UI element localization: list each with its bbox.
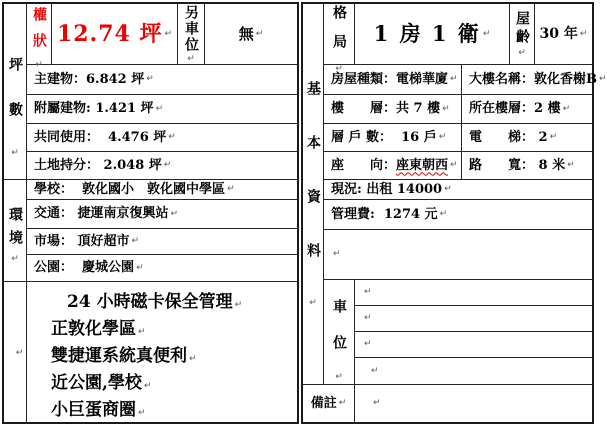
building-name-text: 大樓名稱：敦化香榭B xyxy=(469,71,597,87)
paragraph-mark: ↵ xyxy=(309,297,317,308)
paragraph-mark: ↵ xyxy=(155,103,164,114)
park-row xyxy=(27,255,297,282)
park-text: 公園： 慶城公園 xyxy=(34,260,135,276)
selling-point-text: 雙捷運系統真便利 xyxy=(51,346,187,366)
paragraph-mark: ↵ xyxy=(364,313,372,323)
area-environment-table xyxy=(2,2,299,424)
paragraph-mark: ↵ xyxy=(450,74,458,84)
age-value-cell xyxy=(535,4,592,65)
elevator-cell xyxy=(462,124,592,152)
transport-text: 交通： 捷運南京復興站 xyxy=(34,206,169,222)
transport-row xyxy=(27,200,297,229)
road-width-cell xyxy=(462,152,592,180)
deed-label-cell xyxy=(27,4,52,70)
paragraph-mark: ↵ xyxy=(163,160,172,170)
paragraph-mark: ↵ xyxy=(579,28,588,39)
paragraph-mark: ↵ xyxy=(146,74,154,84)
common-area-row xyxy=(27,124,297,152)
paragraph-mark: ↵ xyxy=(438,132,447,142)
extra-parking-value: 無 xyxy=(238,25,254,43)
paragraph-mark: ↵ xyxy=(136,262,144,273)
land-share-row xyxy=(27,152,297,180)
house-type-text: 房屋種類：電梯華廈 xyxy=(331,71,449,87)
selling-points-cell xyxy=(27,282,297,424)
main-building-row xyxy=(27,65,297,95)
total-floors-text: 樓 層：共 7 樓 xyxy=(331,101,441,117)
paragraph-mark: ↵ xyxy=(439,209,448,219)
bottom-empty-label-cell xyxy=(4,282,27,424)
current-status-cell xyxy=(324,180,592,200)
paragraph-mark: ↵ xyxy=(549,132,558,142)
deed-label-text: 權狀 xyxy=(31,6,47,59)
house-type-cell xyxy=(324,65,462,95)
selling-point-item xyxy=(51,370,151,397)
paragraph-mark: ↵ xyxy=(15,347,24,358)
paragraph-mark: ↵ xyxy=(335,64,343,74)
common-area-text: 共同使用： 4.476 坪 xyxy=(34,129,167,145)
annex-building-text: 附屬建物: 1.421 坪 xyxy=(34,101,154,117)
area-section-label-text: 坪數 xyxy=(7,56,23,147)
section-label-environment xyxy=(4,180,27,282)
layout-value: 1 房 1 衛 xyxy=(373,21,481,47)
notes-label-text: 備註 xyxy=(310,395,337,411)
paragraph-mark: ↵ xyxy=(567,160,575,170)
management-fee-text: 管理費: 1274 元 xyxy=(331,206,438,222)
main-building-text: 主建物：6.842 坪 xyxy=(34,71,145,87)
paragraph-mark: ↵ xyxy=(373,398,381,408)
paragraph-mark: ↵ xyxy=(143,381,152,391)
age-value: 30 年 xyxy=(539,25,578,42)
paragraph-mark: ↵ xyxy=(562,103,571,114)
parking-row xyxy=(355,332,592,358)
empty-info-cell xyxy=(324,230,592,280)
paragraph-mark: ↵ xyxy=(187,53,195,64)
parking-row xyxy=(355,306,592,332)
paragraph-mark: ↵ xyxy=(442,103,450,114)
orientation-cell xyxy=(324,152,462,180)
located-floor-cell xyxy=(462,95,592,124)
selling-point-item xyxy=(51,289,242,316)
units-per-floor-cell xyxy=(324,124,462,152)
road-width-text: 路 寬： 8 米 xyxy=(469,157,566,173)
section-label-area xyxy=(4,4,27,180)
orientation-label: 座 向： xyxy=(331,157,397,173)
section-label-parking xyxy=(324,280,355,385)
paragraph-mark: ↵ xyxy=(333,249,341,259)
total-floors-cell xyxy=(324,95,462,124)
paragraph-mark: ↵ xyxy=(364,339,372,349)
paragraph-mark: ↵ xyxy=(518,47,526,58)
management-fee-cell xyxy=(324,200,592,230)
selling-point-text: 24 小時磁卡保全管理 xyxy=(67,292,233,312)
paragraph-mark: ↵ xyxy=(170,208,179,219)
selling-point-item xyxy=(51,343,197,370)
paragraph-mark: ↵ xyxy=(371,365,379,376)
parking-label-text: 車位 xyxy=(331,298,347,371)
selling-point-text: 近公園,學校 xyxy=(51,373,142,393)
located-floor-text: 所在樓層：2 樓 xyxy=(469,101,561,117)
elevator-text: 電 梯： 2 xyxy=(469,129,548,145)
notes-label-cell xyxy=(303,385,355,422)
selling-point-item xyxy=(51,397,146,424)
annex-building-row xyxy=(27,95,297,124)
school-text: 學校： 敦化國小 敦化國中學區 xyxy=(34,181,226,197)
paragraph-mark: ↵ xyxy=(138,408,146,418)
paragraph-mark: ↵ xyxy=(338,398,347,408)
paragraph-mark: ↵ xyxy=(599,74,607,84)
paragraph-mark: ↵ xyxy=(482,28,491,39)
parking-row xyxy=(355,358,592,385)
age-label-cell xyxy=(510,4,535,65)
section-label-basic-info xyxy=(303,4,324,385)
market-row xyxy=(27,229,297,255)
paragraph-mark: ↵ xyxy=(444,184,452,194)
extra-parking-label-text: 另車位 xyxy=(183,4,199,53)
paragraph-mark: ↵ xyxy=(11,147,19,158)
env-section-label-text: 環境 xyxy=(7,206,23,253)
paragraph-mark: ↵ xyxy=(255,28,264,39)
orientation-value: 座東朝西 xyxy=(396,157,449,173)
land-share-text: 土地持分： 2.048 坪 xyxy=(34,157,162,173)
selling-point-text: 正敦化學區 xyxy=(51,319,136,339)
paragraph-mark: ↵ xyxy=(168,132,176,142)
paragraph-mark: ↵ xyxy=(131,236,140,246)
selling-point-text: 小巨蛋商圈 xyxy=(51,400,136,420)
deed-area-cell xyxy=(52,4,178,65)
parking-row xyxy=(355,280,592,306)
paragraph-mark: ↵ xyxy=(234,300,243,310)
paragraph-mark: ↵ xyxy=(11,253,19,264)
deed-area-value: 12.74 坪 xyxy=(56,20,163,47)
school-row xyxy=(27,180,297,200)
basic-info-table xyxy=(301,2,607,424)
layout-label-text: 格局 xyxy=(331,5,347,63)
selling-point-item xyxy=(51,316,146,343)
paragraph-mark: ↵ xyxy=(227,184,235,194)
extra-parking-value-cell xyxy=(205,4,297,65)
building-name-cell xyxy=(462,65,607,95)
paragraph-mark: ↵ xyxy=(164,28,173,39)
paragraph-mark: ↵ xyxy=(35,59,43,70)
paragraph-mark: ↵ xyxy=(138,327,146,337)
paragraph-mark: ↵ xyxy=(335,371,343,382)
market-text: 市場： 頂好超市 xyxy=(34,233,130,249)
paragraph-mark: ↵ xyxy=(450,160,458,170)
age-label-text: 屋齡 xyxy=(514,10,530,47)
paragraph-mark: ↵ xyxy=(189,354,197,364)
current-status-text: 現況: 出租 14000 xyxy=(331,181,443,197)
layout-value-cell xyxy=(355,4,510,65)
notes-content-cell xyxy=(355,385,592,422)
units-per-floor-text: 層 戶 數： 16 戶 xyxy=(331,129,437,145)
layout-label-cell xyxy=(324,4,355,74)
basic-info-label-text: 基本資料 xyxy=(305,80,321,297)
extra-parking-label-cell xyxy=(178,4,205,65)
paragraph-mark: ↵ xyxy=(364,287,372,297)
